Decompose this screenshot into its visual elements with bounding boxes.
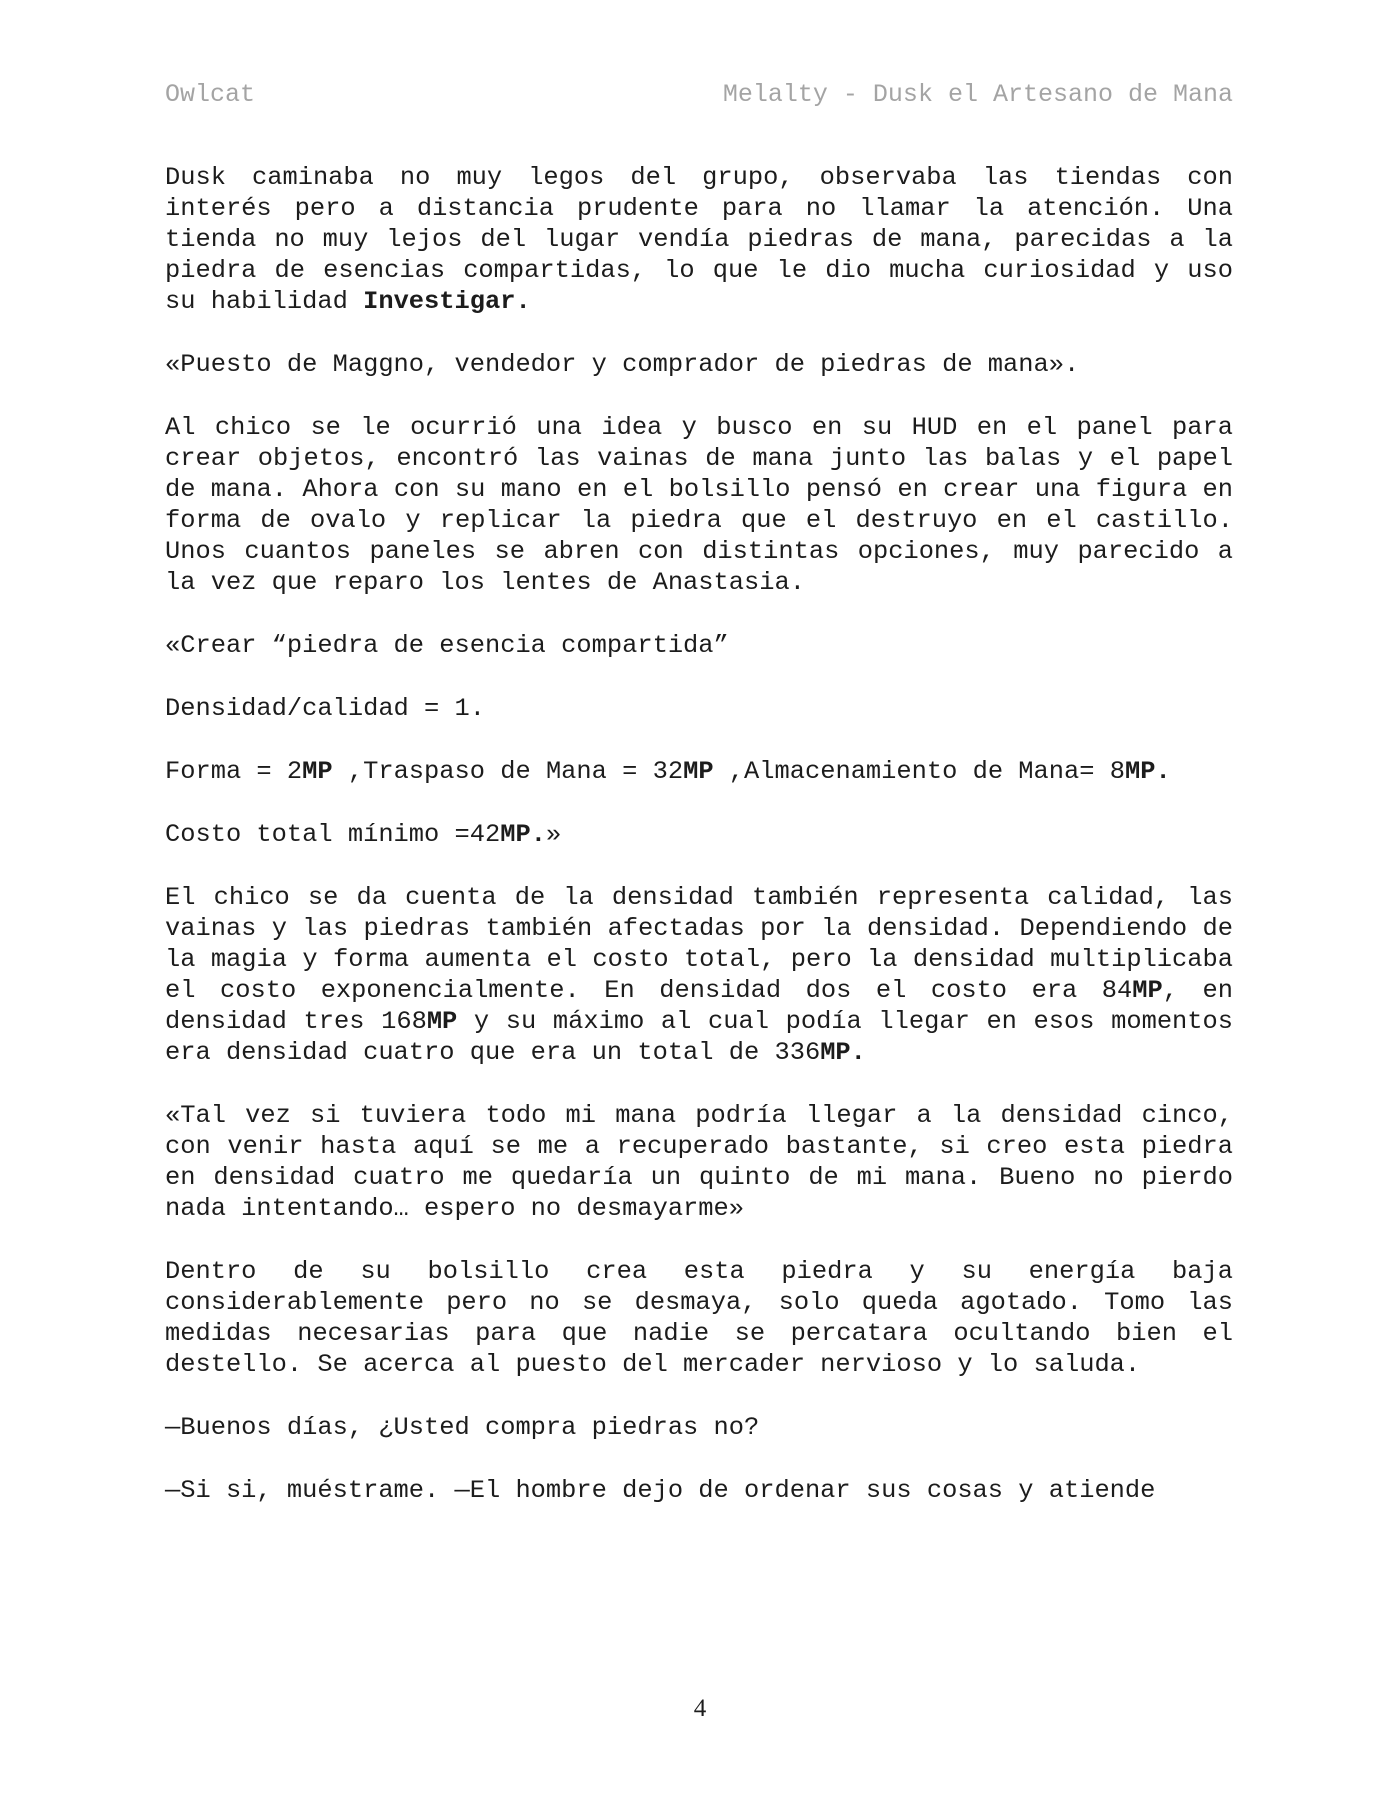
paragraph-1 bbox=[165, 162, 1233, 317]
mp-unit: MP bbox=[302, 757, 333, 786]
paragraph-text: ,Traspaso de Mana = 32 bbox=[332, 757, 684, 786]
paragraph-9: «Tal vez si tuviera todo mi mana podría llegar a la densidad cinco, con venir hasta aquí se me a recuperado bastante, si creo esta piedra en densidad cuatro me quedaría un quinto de mi mana. Bueno no pierdo nada intentando… espero no desmayarme» bbox=[165, 1101, 1233, 1223]
paragraph-text: Costo total mínimo =42 bbox=[165, 820, 501, 849]
mp-unit: MP. bbox=[820, 1038, 866, 1067]
paragraph-text: ,Almacenamiento de Mana= 8 bbox=[713, 757, 1125, 786]
paragraph-10: Dentro de su bolsillo crea esta piedra y su energía baja considerablemente pero no se desmaya, solo queda agotado. Tomo las medidas necesarias para que nadie se percatara ocultando bien el destello. Se acerca al puesto del mercader nervioso y lo saluda. bbox=[165, 1257, 1233, 1379]
page-number: 4 bbox=[693, 1695, 707, 1722]
paragraph-11: —Buenos días, ¿Usted compra piedras no? bbox=[165, 1413, 760, 1442]
mp-unit: MP. bbox=[1124, 757, 1171, 786]
paragraph-3: Al chico se le ocurrió una idea y busco en su HUD en el panel para crear objetos, encontró las vainas de mana junto las balas y el papel de mana. Ahora con su mano en el bolsillo pensó en crear una figura en forma de ovalo y replicar la piedra que el destruyo en el castillo. Unos cuantos paneles se abren con distintas opciones, muy parecido a la vez que reparo los lentes de Anastasia. bbox=[165, 413, 1233, 597]
page-body bbox=[165, 162, 1233, 1506]
paragraph-text: , en densidad tres 168 bbox=[165, 976, 1233, 1036]
header-title: Melalty - Dusk el Artesano de Mana bbox=[722, 80, 1233, 109]
paragraph-text: Forma = 2 bbox=[165, 757, 303, 786]
skill-name: Investigar. bbox=[363, 287, 531, 316]
paragraph-4: «Crear “piedra de esencia compartida” bbox=[165, 631, 729, 660]
mp-unit: MP bbox=[683, 757, 714, 786]
paragraph-text: » bbox=[545, 820, 562, 849]
paragraph-6 bbox=[165, 756, 1233, 787]
paragraph-text: Dusk caminaba no muy legos del grupo, observaba las tiendas con interés pero a distancia prudente para no llamar la atención. Una tienda no muy lejos del lugar vendía piedras de mana, parecidas a la piedra de esencias compartidas, lo que le dio mucha curiosidad y uso su habilidad bbox=[165, 163, 1233, 316]
paragraph-text: y su máximo al cual podía llegar en esos momentos era densidad cuatro que era un total de 336 bbox=[165, 1007, 1234, 1067]
paragraph-2: «Puesto de Maggno, vendedor y comprador de piedras de mana». bbox=[165, 350, 1080, 379]
paragraph-7 bbox=[165, 819, 1233, 850]
mp-unit: MP. bbox=[500, 820, 546, 849]
mp-unit: MP bbox=[426, 1007, 458, 1036]
mp-unit: MP bbox=[1132, 976, 1163, 1005]
header-author: Owlcat bbox=[165, 80, 256, 109]
paragraph-12: —Si si, muéstrame. —El hombre dejo de ordenar sus cosas y atiende bbox=[165, 1476, 1156, 1505]
page-header bbox=[165, 80, 1233, 116]
paragraph-8 bbox=[165, 882, 1233, 1068]
paragraph-text: El chico se da cuenta de la densidad también representa calidad, las vainas y las piedras también afectadas por la densidad. Dependiendo de la magia y forma aumenta el costo total, pero la densidad multiplicaba el costo exponencialmente. En densidad dos el costo era 84 bbox=[165, 883, 1233, 1005]
paragraph-5: Densidad/calidad = 1. bbox=[165, 694, 485, 723]
